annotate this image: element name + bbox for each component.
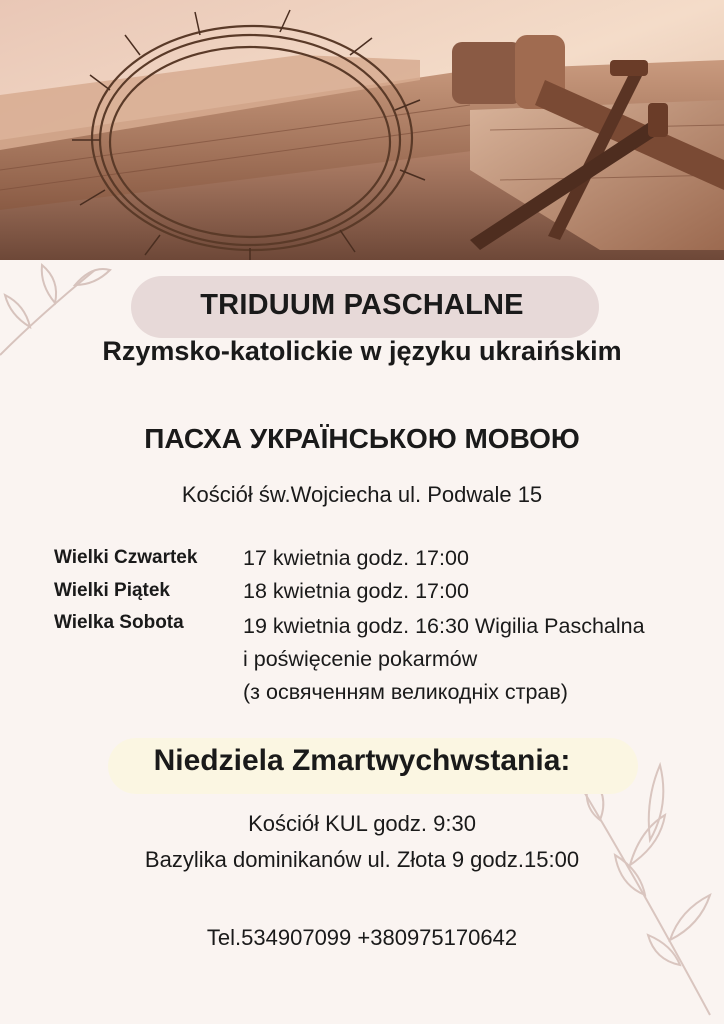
sunday-mass-dominican: Bazylika dominikanów ul. Złota 9 godz.15:00: [144, 847, 580, 872]
schedule-time-friday: 18 kwietnia godz. 17:00: [243, 579, 469, 603]
hero-image: [0, 0, 724, 260]
schedule-time-thursday: 17 kwietnia godz. 17:00: [243, 546, 469, 570]
schedule-saturday-line-2: i poświęcenie pokarmów: [243, 647, 478, 671]
sunday-mass-kul: Kościół KUL godz. 9:30: [248, 811, 476, 836]
heading-ukrainian: ПАСХА УКРАЇНСЬКОЮ МОВОЮ: [144, 423, 580, 454]
sunday-heading: Niedziela Zmartwychwstania:: [153, 744, 571, 777]
title: TRIDUUM PASCHALNE: [200, 289, 524, 321]
church-address: Kościół św.Wojciecha ul. Podwale 15: [181, 482, 543, 507]
schedule-saturday-line-3: (з освяченням великодніх страв): [243, 680, 568, 704]
schedule-time-saturday: 19 kwietnia godz. 16:30 Wigilia Paschalna: [243, 614, 645, 638]
schedule-day-thursday: Wielki Czwartek: [54, 547, 198, 568]
phone-numbers: Tel.534907099 +380975170642: [206, 925, 518, 950]
schedule-day-saturday: Wielka Sobota: [54, 612, 184, 633]
schedule-day-friday: Wielki Piątek: [54, 580, 170, 601]
subtitle: Rzymsko-katolickie w języku ukraińskim: [102, 336, 622, 366]
